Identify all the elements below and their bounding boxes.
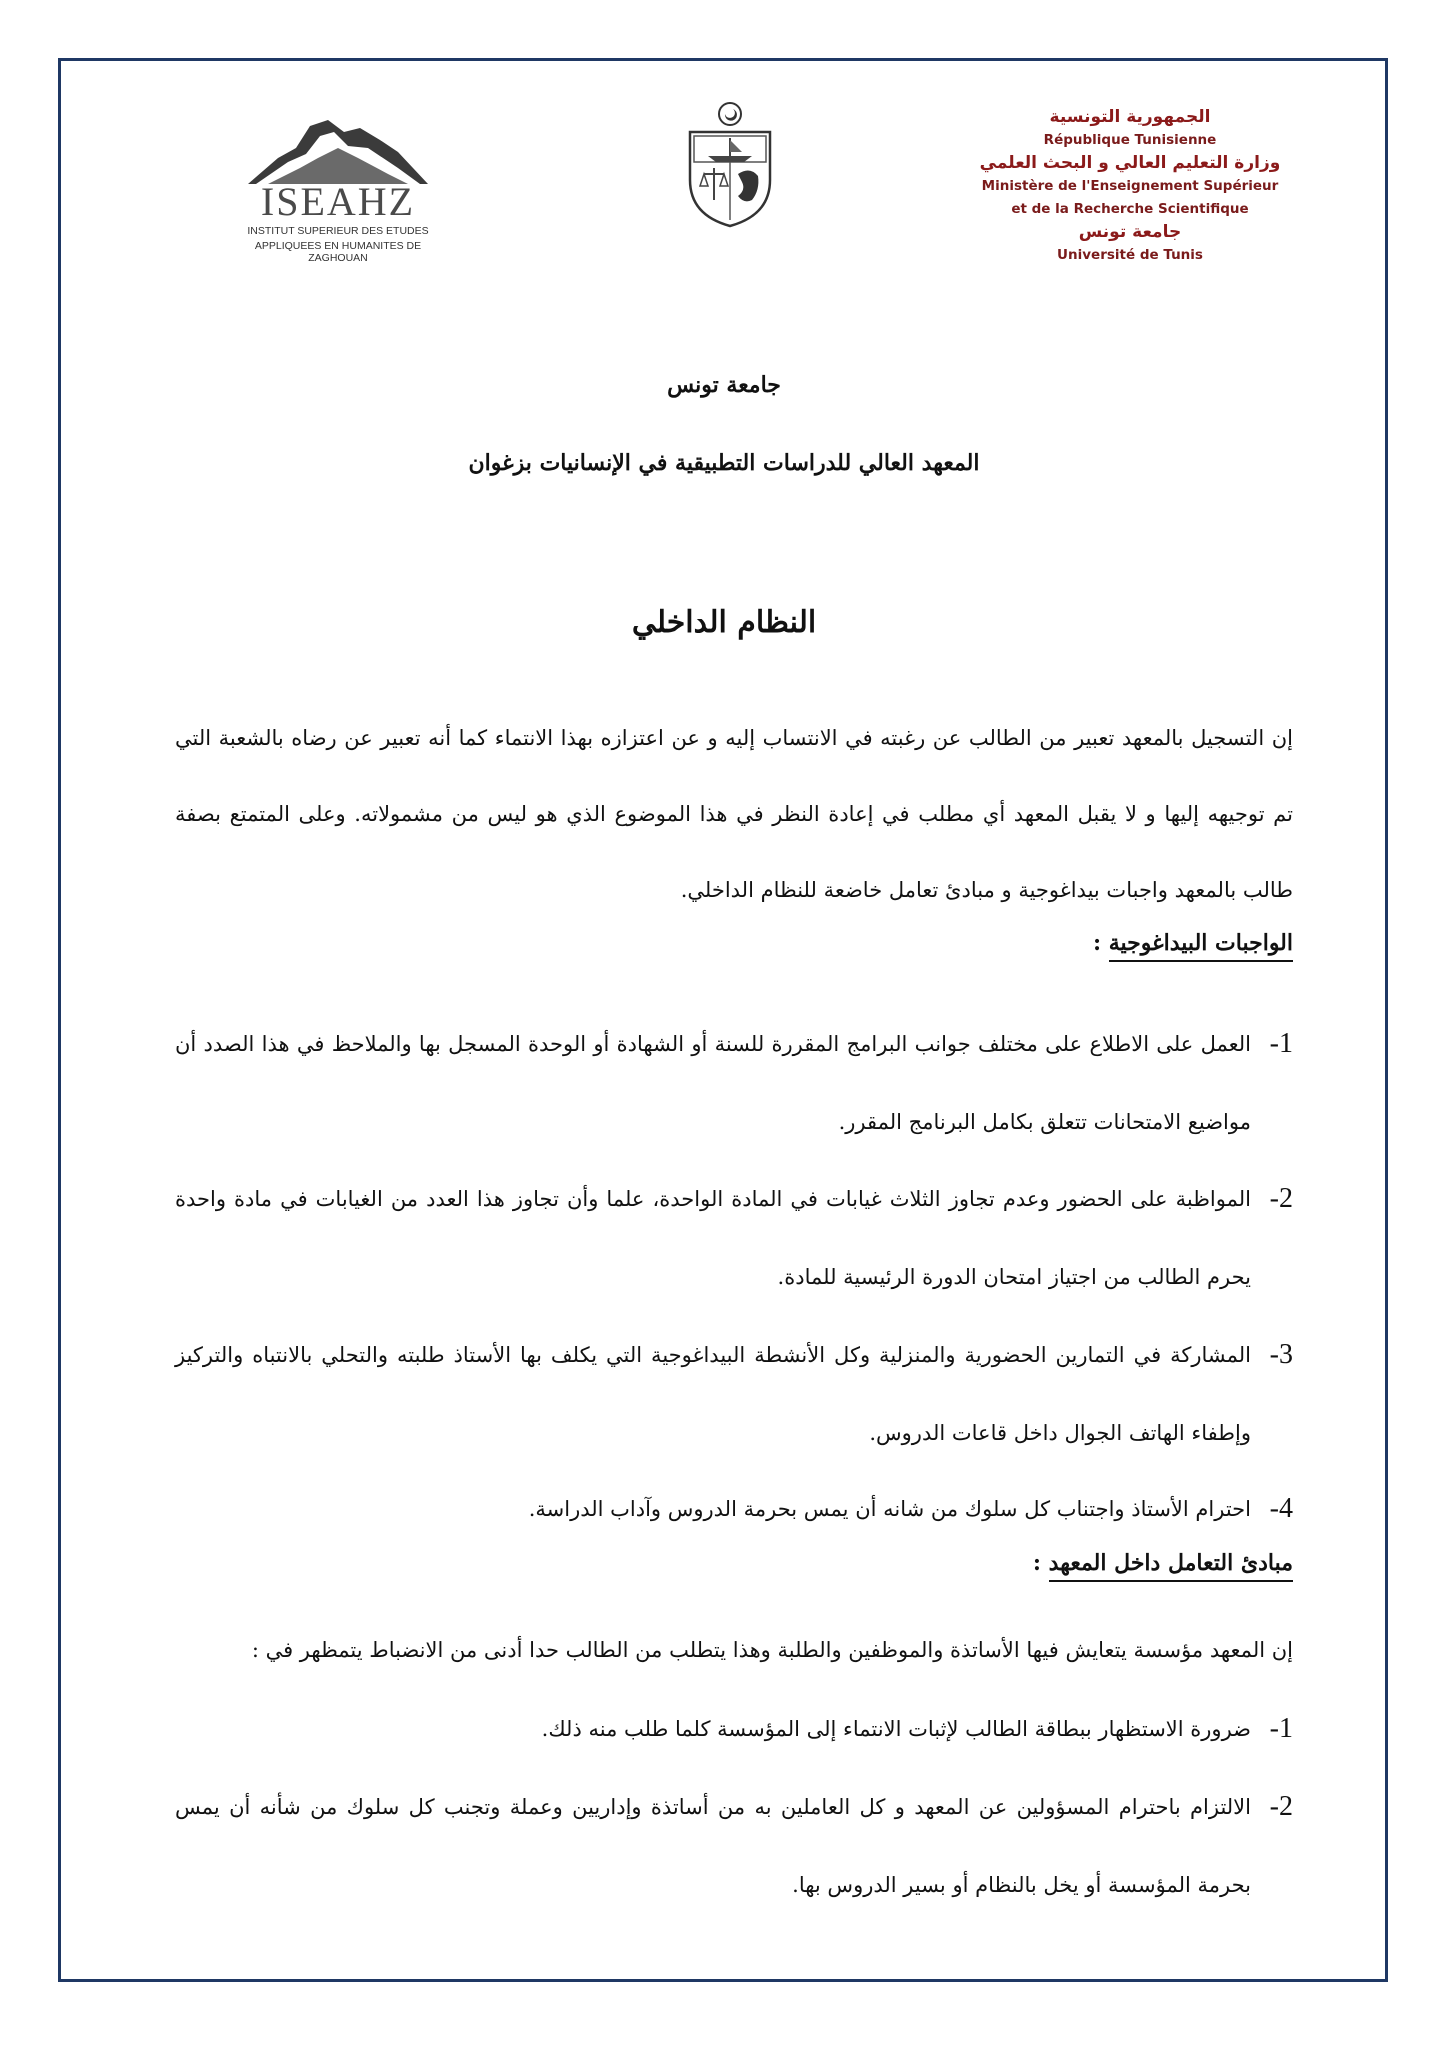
- section-heading-conduct: [1033, 1550, 1293, 1576]
- list-item: [175, 1316, 1293, 1472]
- university-fr: Université de Tunis: [1057, 247, 1203, 263]
- list-item: [175, 1160, 1293, 1316]
- item-text: ضرورة الاستظهار ببطاقة الطالب لإثبات الانتماء إلى المؤسسة كلما طلب منه ذلك.: [541, 1717, 1251, 1741]
- university-title: جامعة تونس: [667, 372, 781, 398]
- section-heading-colon: :: [1092, 930, 1102, 956]
- university-ar: جامعة تونس: [1078, 222, 1182, 242]
- item-text: العمل على الاطلاع على مختلف جوانب البرامج المقررة للسنة أو الشهادة أو الوحدة المسجل بها والملاحظ في هذا الصدد أن مواضيع الامتحانات تتعلق بكامل البرنامج المقرر.: [175, 1032, 1251, 1134]
- ministry-header: [960, 106, 1300, 267]
- item-number: 2-: [1269, 1791, 1293, 1822]
- iseahz-line-1: INSTITUT SUPERIEUR DES ETUDES: [247, 225, 429, 237]
- tunisia-emblem-icon: [680, 100, 780, 230]
- iseahz-name: ISEAHZ: [260, 179, 416, 224]
- ministry-fr-2: et de la Recherche Scientifique: [1011, 201, 1249, 217]
- item-number: 1-: [1269, 1028, 1293, 1059]
- item-text: المواظبة على الحضور وعدم تجاوز الثلاث غيابات في المادة الواحدة، علما وأن تجاوز هذا العدد من الغيابات في مادة واحدة يحرم الطالب من اجتياز امتحان الدورة الرئيسية للمادة.: [175, 1187, 1251, 1289]
- list-item: [175, 1470, 1293, 1548]
- republic-fr: République Tunisienne: [1043, 132, 1217, 148]
- iseahz-line-2: APPLIQUEES EN HUMANITES DE ZAGHOUAN: [254, 240, 422, 264]
- item-text: احترام الأستاذ واجتناب كل سلوك من شانه أن يمس بحرمة الدروس وآداب الدراسة.: [528, 1497, 1251, 1521]
- list-item: [175, 1768, 1293, 1924]
- intro-paragraph: إن التسجيل بالمعهد تعبير من الطالب عن رغبته في الانتساب إليه و عن اعتزازه بهذا الانتماء كما أنه تعبير عن رضاه بالشعبة التي تم توجيهه إليها و لا يقبل المعهد أي مطلب في إعادة النظر في هذا الموضوع الذي هو ليس من مشمولاته. وعلى المتمتع بصفة طالب بالمعهد واجبات بيداغوجية و مبادئ تعامل خاضعة للنظام الداخلي.: [175, 726, 1293, 902]
- list-item: [175, 1005, 1293, 1161]
- institute-title: المعهد العالي للدراسات التطبيقية في الإنسانيات بزغوان: [468, 450, 980, 476]
- item-number: 3-: [1269, 1339, 1293, 1370]
- item-number: 1-: [1269, 1713, 1293, 1744]
- item-number: 4-: [1269, 1493, 1293, 1524]
- section-heading-text: الواجبات البيداغوجية: [1109, 930, 1293, 962]
- item-number: 2-: [1269, 1183, 1293, 1214]
- section-heading-colon: :: [1032, 1550, 1041, 1576]
- ministry-fr-1: Ministère de l'Enseignement Supérieur: [981, 178, 1279, 194]
- iseahz-logo: [228, 118, 448, 264]
- section-heading-pedagogical: [1093, 930, 1293, 956]
- ministry-ar: وزارة التعليم العالي و البحث العلمي: [979, 153, 1281, 173]
- list-item: [175, 1690, 1293, 1768]
- conduct-intro: إن المعهد مؤسسة يتعايش فيها الأساتذة والموظفين والطلبة وهذا يتطلب من الطالب حدا أدنى من الانضباط يتمظهر في :: [251, 1638, 1293, 1662]
- document-title: النظام الداخلي: [631, 605, 817, 640]
- item-text: المشاركة في التمارين الحضورية والمنزلية وكل الأنشطة البيداغوجية التي يكلف بها الأستاذ طلبته والتحلي بالانتباه والتركيز وإطفاء الهاتف الجوال داخل قاعات الدروس.: [175, 1343, 1251, 1445]
- section-heading-text: مبادئ التعامل داخل المعهد: [1049, 1550, 1293, 1582]
- item-text: الالتزام باحترام المسؤولين عن المعهد و كل العاملين به من أساتذة وإداريين وعملة وتجنب كل سلوك من شأنه أن يمس بحرمة المؤسسة أو يخل بالنظام أو بسير الدروس بها.: [175, 1795, 1251, 1897]
- republic-ar: الجمهورية التونسية: [1049, 107, 1211, 127]
